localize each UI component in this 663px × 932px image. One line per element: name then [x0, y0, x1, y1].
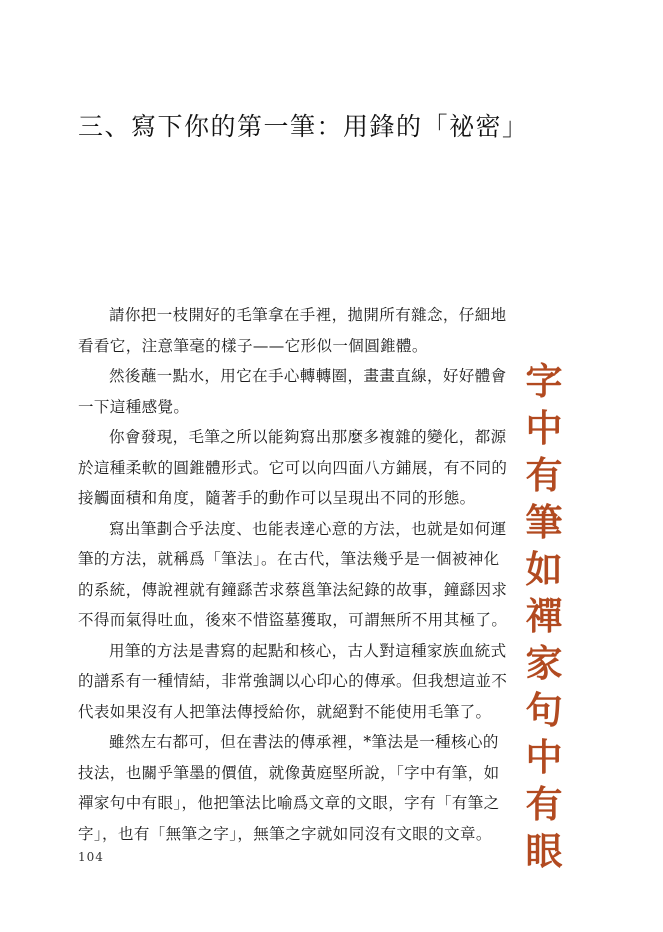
callout-char: 字	[525, 359, 563, 403]
text-line: 的系統，傳說裡就有鐘繇苦求蔡邕筆法紀錄的故事，鐘繇因求	[78, 580, 508, 599]
callout-char: 家	[525, 641, 563, 685]
text-line: 技法，也關乎筆墨的價值，就像黃庭堅所說，「字中有筆，如	[78, 763, 500, 782]
callout-char: 如	[525, 547, 563, 591]
text-line: 然後蘸一點水，用它在手心轉轉圈，畫畫直線，好好體會	[109, 367, 507, 385]
callout-char: 禪	[525, 594, 563, 638]
text-line: 雖然左右都可，但在書法的傳承裡，*筆法是一種核心的	[109, 733, 499, 751]
chapter-title: 三、寫下你的第一筆：用鋒的「祕密」	[78, 112, 529, 141]
text-line: 用筆的方法是書寫的起點和核心，古人對這種家族血統式	[109, 641, 507, 660]
text-line: 看看它，注意筆毫的樣子——它形似一個圓錐體。	[78, 336, 428, 355]
callout-char: 有	[525, 453, 563, 497]
callout-char: 中	[525, 406, 563, 450]
page-number: 104	[78, 850, 104, 864]
body-text	[78, 300, 508, 849]
calligraphy-callout	[519, 358, 569, 875]
paragraph-2	[78, 361, 507, 422]
text-line: 接觸面積和角度，隨著手的動作可以呈現出不同的形態。	[78, 489, 476, 507]
text-line: 請你把一枝開好的毛筆拿在手裡，拋開所有雜念，仔細地	[109, 306, 507, 324]
text-line: 一下這種感覺。	[78, 397, 190, 416]
text-line: 的譜系有一種情結，非常強調以心印心的傳承。但我想這並不	[78, 672, 508, 690]
text-line: 不得而氣得吐血，後來不惜盜墓獲取，可謂無所不用其極了。	[78, 611, 508, 629]
callout-char: 句	[525, 688, 563, 732]
paragraph-5	[78, 636, 508, 728]
text-line: 筆的方法，就稱爲「筆法」。在古代，筆法幾乎是一個被神化	[78, 550, 500, 568]
callout-char: 有	[525, 782, 563, 826]
text-line: 於這種柔軟的圓錐體形式。它可以向四面八方鋪展，有不同的	[78, 458, 508, 477]
text-line: 字」，也有「無筆之字」，無筆之字就如同沒有文眼的文章。	[78, 824, 492, 843]
callout-char: 筆	[525, 500, 563, 544]
callout-char: 眼	[525, 829, 563, 873]
callout-char: 中	[525, 735, 563, 779]
paragraph-1	[78, 300, 507, 361]
paragraph-3	[78, 422, 508, 514]
text-line: 代表如果沒有人把筆法傳授給你，就絕對不能使用毛筆了。	[78, 702, 492, 721]
text-line: 寫出筆劃合乎法度、也能表達心意的方法，也就是如何運	[109, 519, 507, 538]
text-line: 你會發現，毛筆之所以能夠寫出那麼多複雜的變化，都源	[109, 428, 507, 446]
paragraph-6	[78, 727, 500, 849]
paragraph-4	[78, 514, 508, 636]
text-line: 禪家句中有眼」，他把筆法比喻爲文章的文眼，字有「有筆之	[78, 794, 500, 812]
